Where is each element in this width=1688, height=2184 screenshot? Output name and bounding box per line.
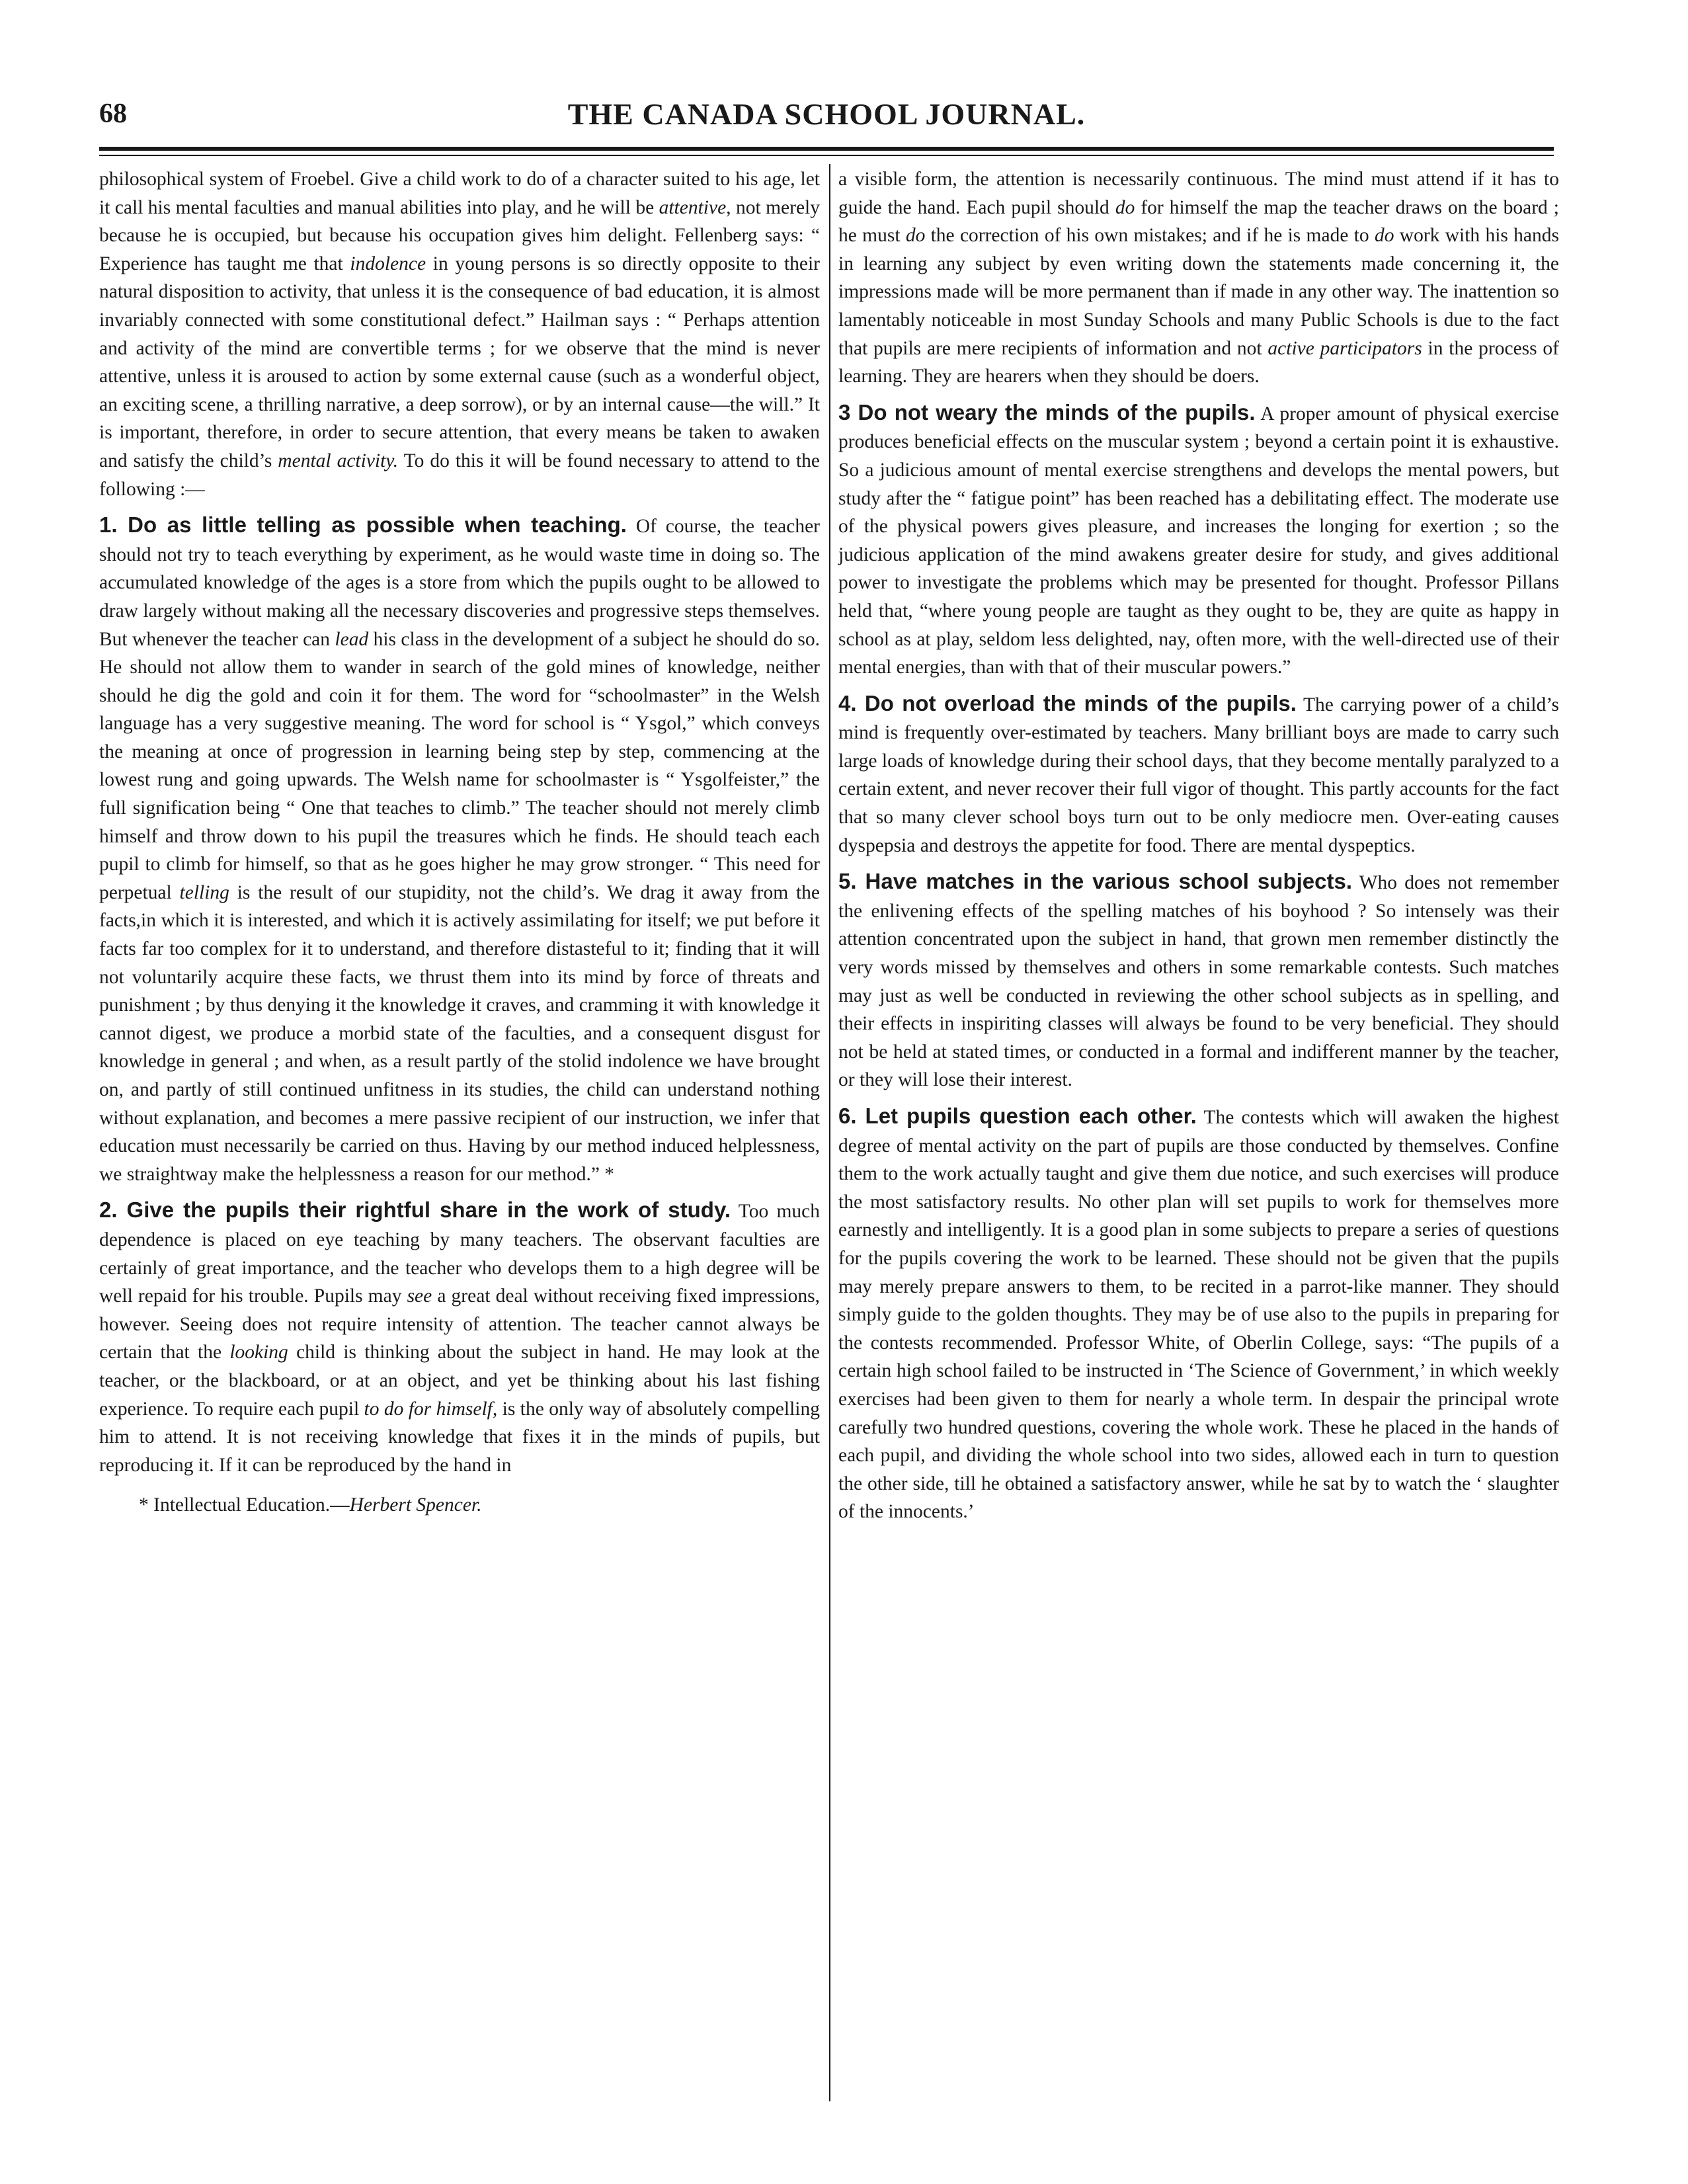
column-divider bbox=[829, 164, 830, 2101]
section-1-heading: 1. Do as little telling as possible when teaching. bbox=[99, 512, 627, 538]
section-2-heading: 2. Give the pupils their rightful share in the work of study. bbox=[99, 1197, 731, 1223]
section-1: 1. Do as little telling as possible when teaching. Of course, the teacher should not try to teach everything by experiment, as he would waste time in doing so. The accumulated knowledge of the ages is a store from which the pupils ought to be allowed to draw largely without making all the necessary discoveries and progressive steps themselves. But whenever the teacher can lead his class in the development of a subject he should do so. He should not allow them to wander in search of the gold mines of knowledge, neither should he dig the gold and coin it for them. The word for “schoolmaster” in the Welsh language has a very suggestive meaning. The word for school is “ Ysgol,” which conveys the meaning at once of progression in learning being step by step, commencing at the lowest rung and going upwards. The Welsh name for schoolmaster is “ Ysgolfeister,” the full signification being “ One that teaches to climb.” The teacher should not merely climb himself and throw down to his pupil the treasures which he finds. He should teach each pupil to climb for himself, so that as he goes higher he may grow stronger. “ This need for perpetual telling is the result of our stupidity, not the child’s. We drag it away from the facts,in which it is interested, and which it is actively assimilating for itself; we put before it facts far too complex for it to understand, and therefore distasteful to it; finding that it will not voluntarily acquire these facts, we thrust them into its mind by force of threats and punishment ; by thus denying it the knowledge it craves, and cramming it with knowledge it cannot digest, we produce a morbid state of the faculties, and a consequent disgust for knowledge in general ; and when, as a result partly of the stolid indolence we have brought on, and partly of still continued unfitness in its studies, the child can understand nothing without explanation, and becomes a mere passive recipient of our instruction, we infer that education must necessarily be carried on thus. Having by our method induced helplessness, we straightway make the helplessness a reason for our method.” * bbox=[99, 512, 820, 1185]
header-rule-thick bbox=[99, 147, 1554, 151]
section-4-heading: 4. Do not overload the minds of the pupils. bbox=[838, 690, 1297, 715]
section-6-heading: 6. Let pupils question each other. bbox=[838, 1104, 1197, 1128]
section-3-heading: 3 Do not weary the minds of the pupils. bbox=[838, 399, 1256, 425]
page-number: 68 bbox=[99, 99, 127, 129]
section-5-heading: 5. Have matches in the various school subjects. bbox=[838, 869, 1352, 894]
paragraph-continuation: a visible form, the attention is necessarily continuous. The mind must attend if it has to guide the hand. Each pupil should do for himself the map the teacher draws on the board ; he must do the correction of his own mistakes; and if he is made to do work with his hands in learning any subject by even writing down the statements made concerning it, the impressions made will be more permanent than if made in any other way. The inattention so lamentably noticeable in most Sunday Schools and many Public Schools is due to the fact that pupils are mere recipients of information and not active participators in the process of learning. They are hearers when they should be doers. bbox=[838, 169, 1560, 387]
section-3: 3 Do not weary the minds of the pupils. A proper amount of physical exercise produces beneficial effects on the muscular system ; beyond a certain point it is exhaustive. So a judicious amount of mental exercise strengthens and develops the mental powers, but study after the “ fatigue point” has been reached has a debilitating effect. The moderate use of the physical powers gives pleasure, and increases the longing for exertion ; so the judicious application of the mind awakens greater desire for study, and gives additional power to investigate the problems which may be presented for thought. Professor Pillans held that, “where young people are taught as they ought to be, they are quite as happy in school as at play, seldom less delighted, nay, often more, with the well-directed use of their mental energies, than with that of their muscular powers.” bbox=[838, 399, 1559, 678]
section-6: 6. Let pupils question each other. The contests which will awaken the highest degree of mental activity on the part of pupils are those conducted by themselves. Confine them to the work actually taught and give them due notice, and such exercises will produce the most satisfactory results. No other plan will set pupils to work for themselves more earnestly and intelligently. It is a good plan in some subjects to prepare a series of questions for the pupils covering the work to be learned. These should not be given that the pupils may merely prepare answers to them, to be recited in a parrot-like manner. They should simply guide to the golden thoughts. They may be of use also to the pupils in preparing for the contests recommended. Professor White, of Oberlin College, says: “The pupils of a certain high school failed to be instructed in ‘The Science of Government,’ in which weekly exercises had been given to them for nearly a whole term. In despair the principal wrote carefully two hundred questions, covering the whole work. These he placed in the hands of each pupil, and dividing the whole school into two sides, allowed each in turn to question the other side, till he obtained a satisfactory answer, while he sat by to watch the ‘ slaughter of the innocents.’ bbox=[838, 1104, 1559, 1523]
section-5: 5. Have matches in the various school subjects. Who does not remember the enlivening effects of the spelling matches of his boyhood ? So intensely was their attention concentrated upon the subject in hand, that grown men remember distinctly the very words missed by themselves and others in some remarkable contests. Such matches may just as well be conducted in reviewing the other school subjects as in spelling, and their effects in inspiriting classes will always be found to be very beneficial. They should not be held at stated times, or conducted in a formal and indifferent manner by the teacher, or they will lose their interest. bbox=[838, 869, 1559, 1091]
section-2: 2. Give the pupils their rightful share in the work of study. Too much dependence is placed on eye teaching by many teachers. The observant faculties are certainly of great importance, and the teacher who develops them to a high degree will be well repaid for his trouble. Pupils may see a great deal without receiving fixed impressions, however. Seeing does not require intensity of attention. The teacher cannot always be certain that the looking child is thinking about the subject in hand. He may look at the teacher, or the blackboard, or at an object, and yet be thinking about his last fishing experience. To require each pupil to do for himself, is the only way of absolutely compelling him to attend. It is not receiving knowledge that fixes it in the minds of pupils, but reproducing it. If it can be reproduced by the hand in bbox=[99, 1197, 820, 1476]
journal-page bbox=[99, 86, 1560, 2136]
left-column bbox=[99, 165, 820, 1519]
header-rule-thin bbox=[99, 155, 1554, 156]
right-column bbox=[838, 165, 1559, 1534]
paragraph-froebel: philosophical system of Froebel. Give a child work to do of a character suited to his age, let it call his mental faculties and manual abilities into play, and he will be attentive, not merely because he is occupied, but because his occupation gives him delight. Fellenberg says: “ Experience has taught me that indolence in young persons is so directly opposite to their natural disposition to activity, that unless it is the consequence of bad education, it is almost invariably connected with some constitutional defect.” Hailman says : “ Perhaps attention and activity of the mind are convertible terms ; for we observe that the mind is never attentive, unless it is aroused to action by some external cause (such as a wonderful object, an exciting scene, a thrilling narrative, a deep sorrow), or by an internal cause—the will.” It is important, therefore, in order to secure attention, that every means be taken to awaken and satisfy the child’s mental activity. To do this it will be found necessary to attend to the following :— bbox=[99, 169, 821, 500]
section-4: 4. Do not overload the minds of the pupils. The carrying power of a child’s mind is frequently over-estimated by teachers. Many brilliant boys are made to carry such large loads of knowledge during their school days, that they become mentally paralyzed to a certain extent, and never recover their full vigor of thought. This partly accounts for the fact that so many clever school boys turn out to be only mediocre men. Over-eating causes dyspepsia and destroys the appetite for food. There are mental dyspeptics. bbox=[838, 690, 1559, 856]
footnote: * Intellectual Education.—Herbert Spencer. bbox=[139, 1494, 482, 1516]
journal-title: THE CANADA SCHOOL JOURNAL. bbox=[567, 97, 1086, 131]
page-header bbox=[99, 86, 1554, 145]
